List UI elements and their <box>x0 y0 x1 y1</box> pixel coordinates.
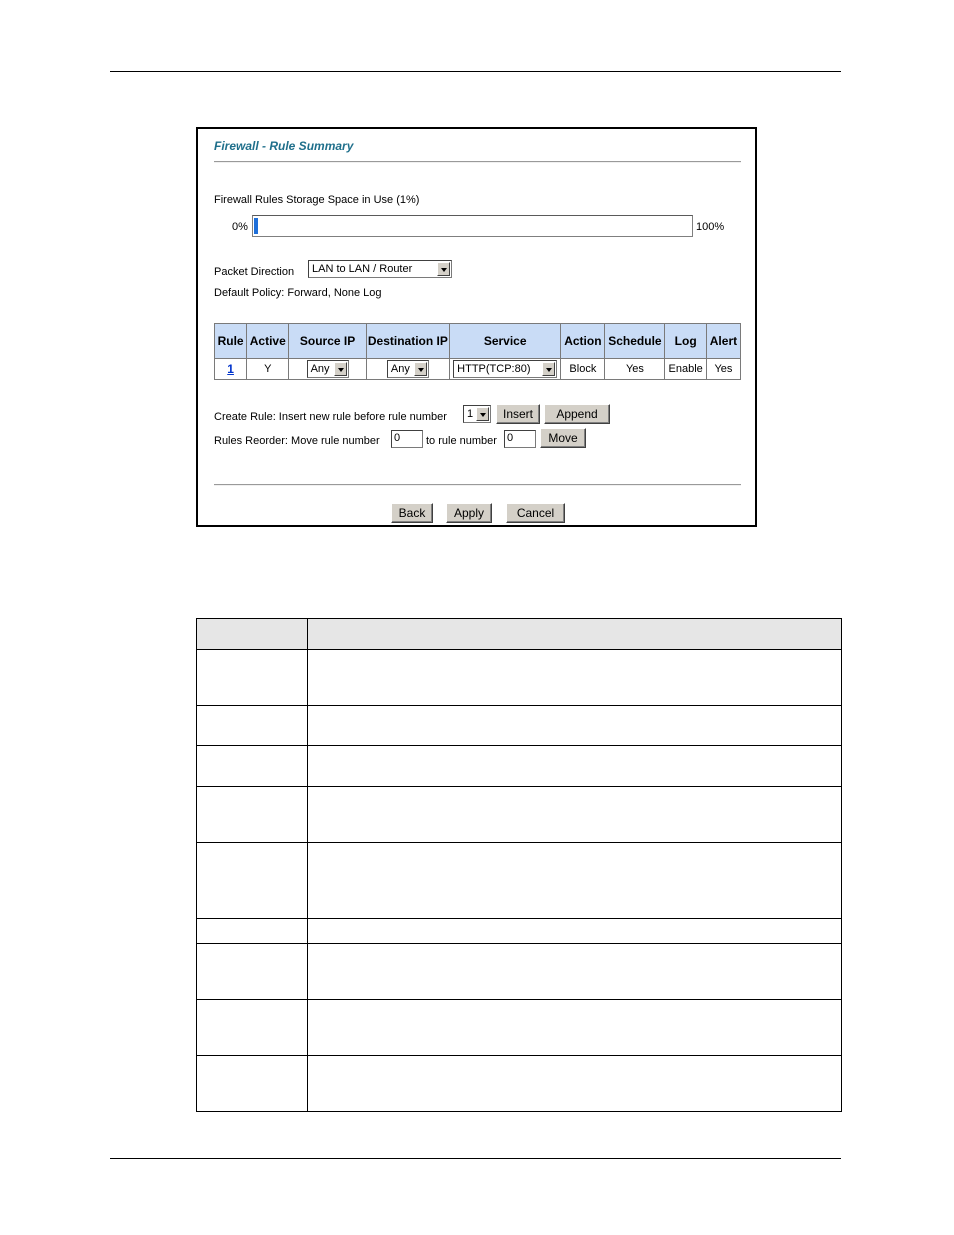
chevron-down-icon <box>414 362 427 376</box>
label-cell <box>197 746 308 787</box>
bottom-separator <box>214 484 741 486</box>
back-button[interactable]: Back <box>391 503 433 523</box>
storage-label: Firewall Rules Storage Space in Use (1%) <box>214 194 420 206</box>
table-row <box>197 944 842 1000</box>
packet-direction-value: LAN to LAN / Router <box>312 263 413 275</box>
label-cell <box>197 1000 308 1056</box>
insert-button[interactable]: Insert <box>496 404 540 424</box>
description-cell <box>308 746 842 787</box>
source-ip-value: Any <box>310 363 330 375</box>
table-row <box>197 1000 842 1056</box>
label-cell <box>197 843 308 919</box>
description-cell <box>308 706 842 746</box>
table-row <box>197 1056 842 1112</box>
chevron-down-icon <box>334 362 347 376</box>
rules-reorder-label: Rules Reorder: Move rule number <box>214 435 380 447</box>
log-cell: Enable <box>665 359 706 380</box>
schedule-cell: Yes <box>605 359 665 380</box>
table-row <box>197 787 842 843</box>
table-row <box>197 746 842 787</box>
append-button[interactable]: Append <box>544 404 610 424</box>
table-row <box>197 650 842 706</box>
rules-table-header <box>215 324 741 359</box>
label-cell <box>197 787 308 843</box>
storage-progress-fill <box>254 218 258 234</box>
col-header-source-ip: Source IP <box>289 324 366 359</box>
col-header-action: Action <box>561 324 605 359</box>
description-cell <box>308 944 842 1000</box>
label-cell <box>197 944 308 1000</box>
label-cell <box>197 650 308 706</box>
description-cell <box>308 1056 842 1112</box>
insert-rule-number-select[interactable] <box>463 405 491 423</box>
description-table-header <box>197 619 842 650</box>
storage-progress-bar <box>252 215 693 237</box>
rule-number-link[interactable]: 1 <box>227 362 234 376</box>
default-policy-text: Default Policy: Forward, None Log <box>214 287 382 299</box>
label-cell <box>197 1056 308 1112</box>
label-cell <box>197 706 308 746</box>
move-button[interactable]: Move <box>540 428 586 448</box>
source-ip-select[interactable] <box>307 360 349 378</box>
panel-title: Firewall - Rule Summary <box>214 139 354 153</box>
table-row <box>215 359 741 380</box>
rules-table <box>214 323 741 380</box>
destination-ip-select[interactable] <box>387 360 429 378</box>
title-separator <box>214 161 741 163</box>
header-description-cell <box>308 619 842 650</box>
table-row <box>197 919 842 944</box>
col-header-active: Active <box>247 324 289 359</box>
col-header-log: Log <box>665 324 706 359</box>
cancel-button[interactable]: Cancel <box>506 503 565 523</box>
firewall-rule-summary-panel <box>196 127 757 527</box>
chevron-down-icon <box>437 262 450 276</box>
storage-max-label: 100% <box>696 221 725 233</box>
service-value: HTTP(TCP:80) <box>457 363 531 375</box>
alert-cell: Yes <box>706 359 740 380</box>
chevron-down-icon <box>476 407 489 421</box>
insert-rule-number-value: 1 <box>467 408 474 420</box>
description-cell <box>308 650 842 706</box>
storage-min-label: 0% <box>232 221 248 233</box>
description-table <box>196 618 842 1112</box>
move-to-rule-input[interactable]: 0 <box>504 430 536 448</box>
to-rule-number-label: to rule number <box>426 435 497 447</box>
header-label-cell <box>197 619 308 650</box>
col-header-service: Service <box>449 324 560 359</box>
rule-cell <box>215 359 247 380</box>
packet-direction-label: Packet Direction <box>214 266 295 278</box>
description-cell <box>308 843 842 919</box>
col-header-destination-ip: Destination IP <box>366 324 449 359</box>
chevron-down-icon <box>542 362 555 376</box>
description-cell <box>308 787 842 843</box>
action-cell: Block <box>561 359 605 380</box>
active-cell: Y <box>247 359 289 380</box>
col-header-schedule: Schedule <box>605 324 665 359</box>
col-header-alert: Alert <box>706 324 740 359</box>
service-select[interactable] <box>453 360 557 378</box>
description-cell <box>308 919 842 944</box>
destination-ip-value: Any <box>390 363 410 375</box>
packet-direction-select[interactable] <box>308 260 452 278</box>
destination-ip-cell <box>366 359 449 380</box>
table-row <box>197 843 842 919</box>
apply-button[interactable]: Apply <box>446 503 492 523</box>
table-row <box>197 706 842 746</box>
bottom-rule <box>110 1158 841 1159</box>
label-cell <box>197 919 308 944</box>
service-cell <box>449 359 560 380</box>
col-header-rule: Rule <box>215 324 247 359</box>
move-from-rule-input[interactable]: 0 <box>391 430 423 448</box>
top-rule <box>110 71 841 72</box>
description-cell <box>308 1000 842 1056</box>
source-ip-cell <box>289 359 366 380</box>
create-rule-label: Create Rule: Insert new rule before rule number <box>214 411 447 423</box>
